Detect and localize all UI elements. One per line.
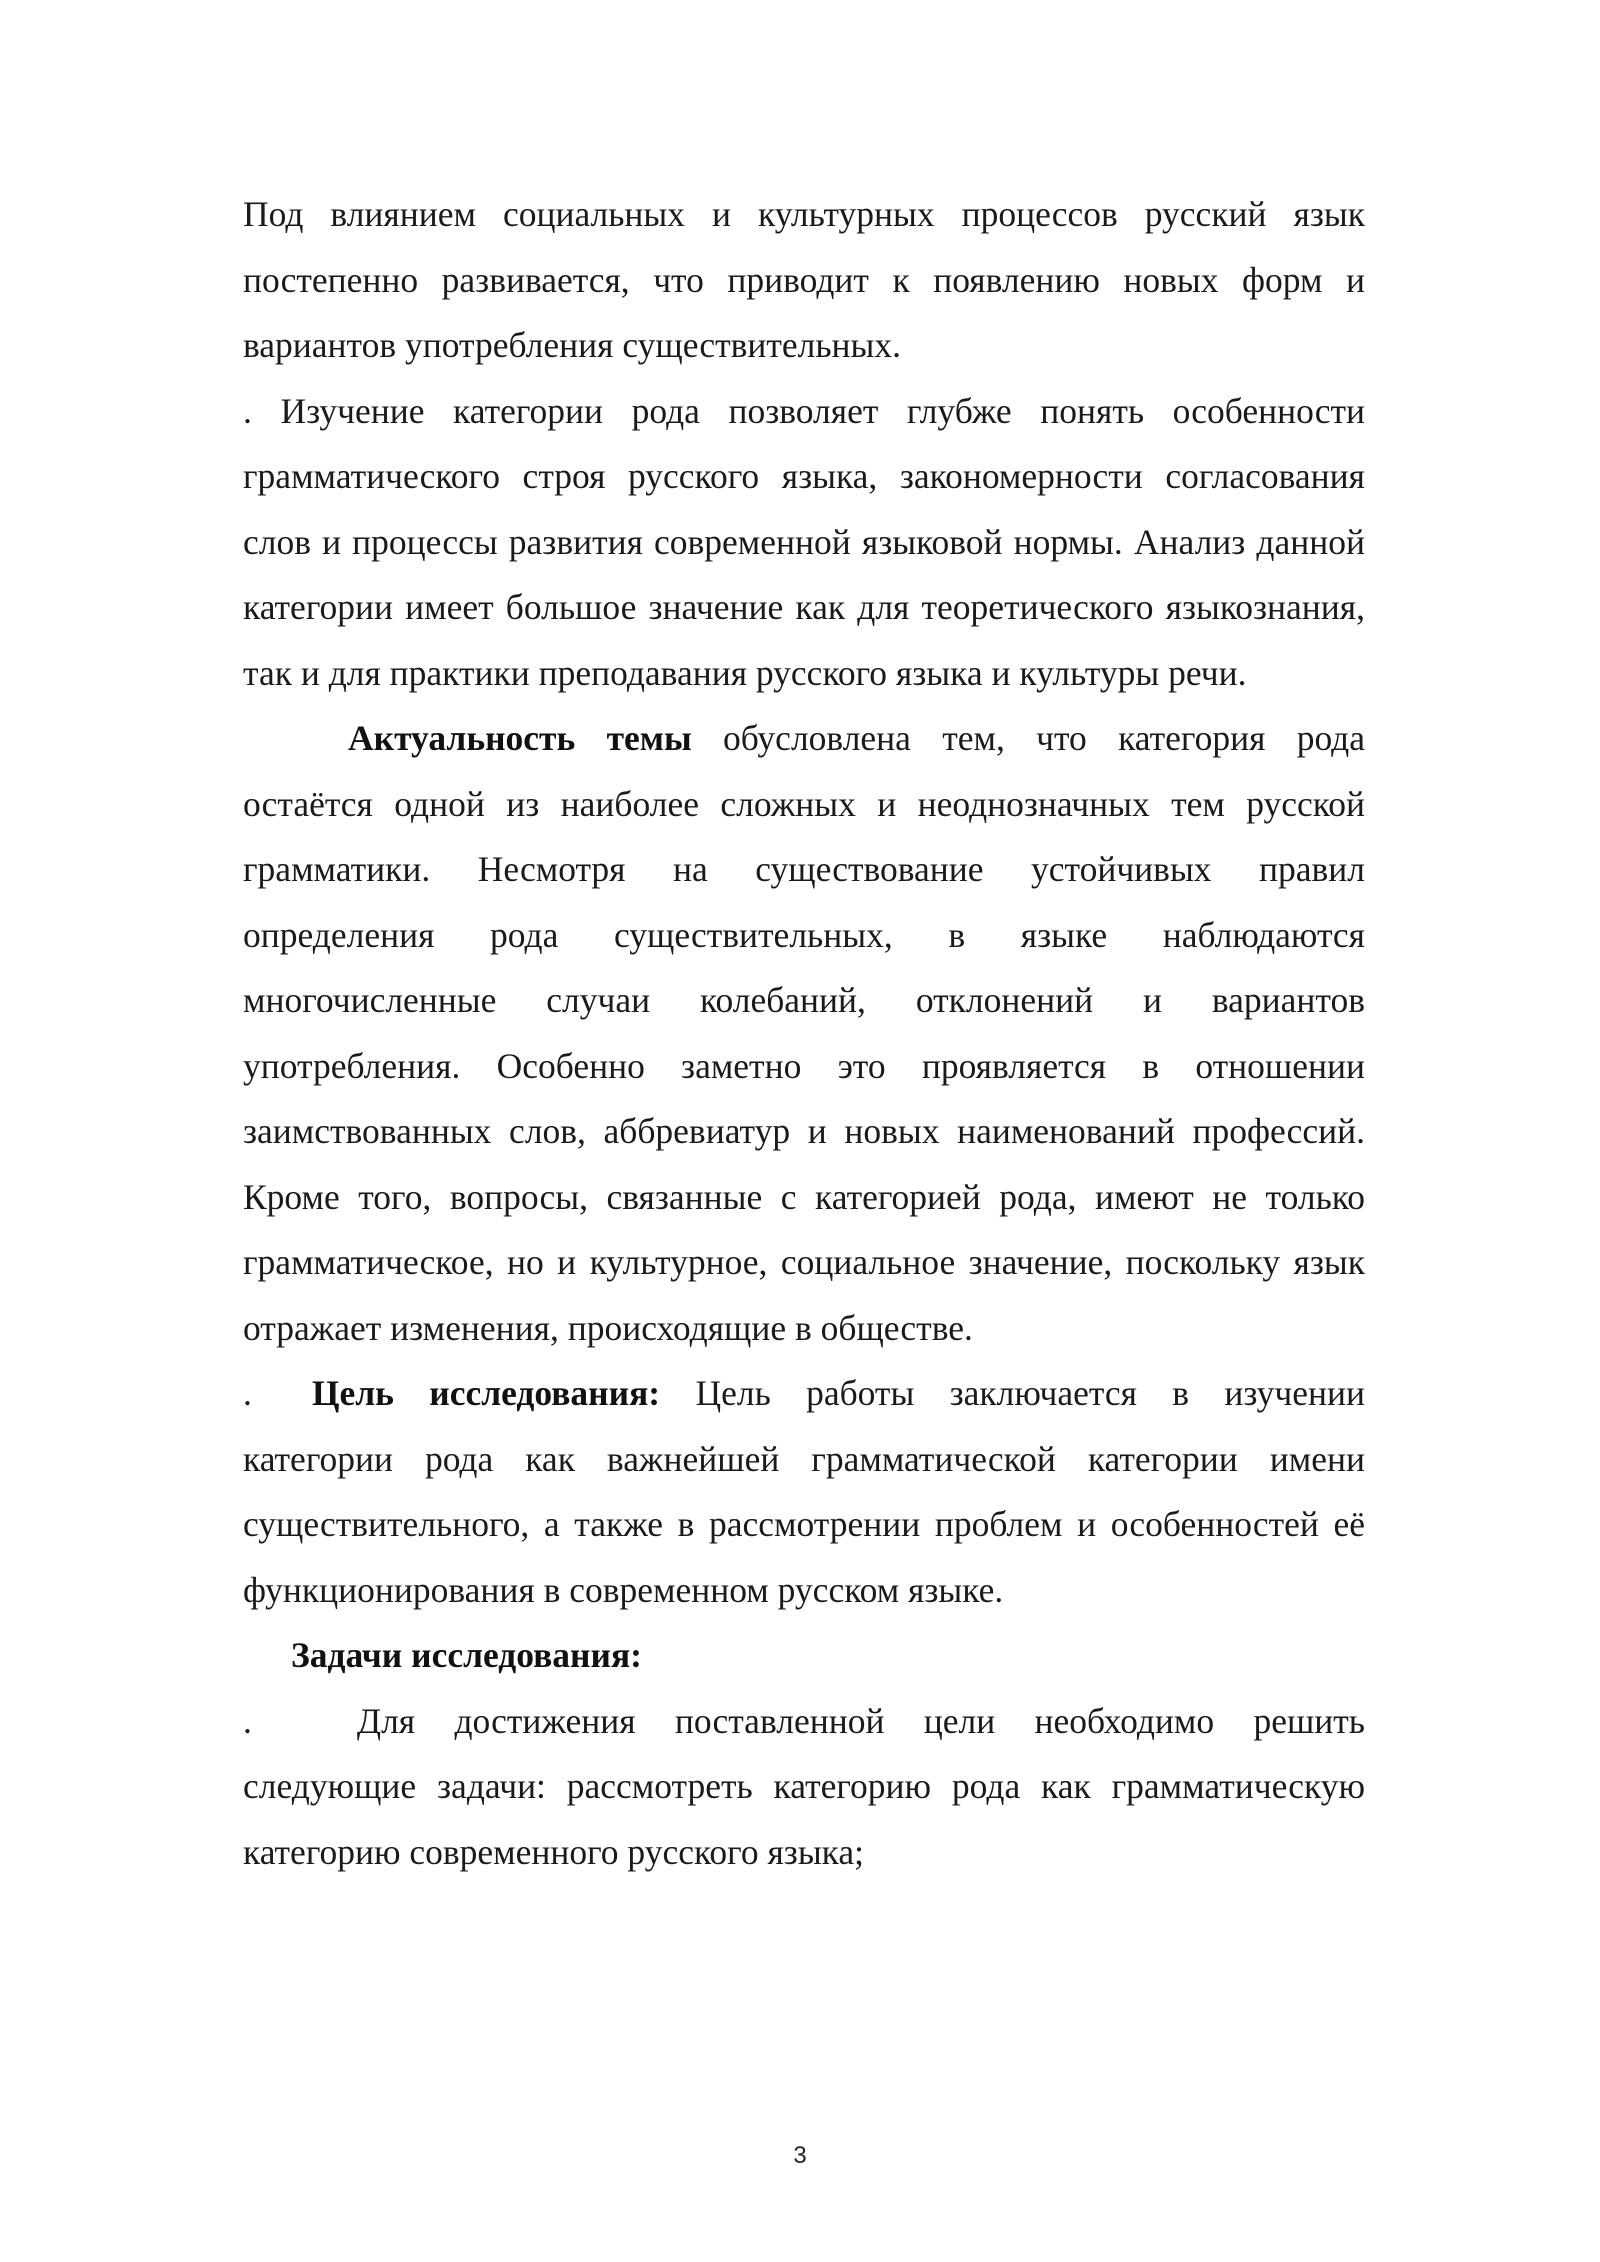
goal-text: Цель работы заключается в изучении категории рода как важнейшей грамматической категории имени существительного, а также в рассмотрении проблем и особенностей её функционирования в современном русском языке. <box>243 1373 1365 1610</box>
relevance-heading: Актуальность темы <box>348 718 692 758</box>
paragraph-intro-text: Под влиянием социальных и культурных процессов русский язык постепенно развивается, что приводит к появлению новых форм и вариантов употребления существительных. <box>243 194 1365 365</box>
paragraph-tasks-heading <box>243 1623 1365 1689</box>
goal-heading: Цель исследования: <box>311 1373 661 1413</box>
tasks-text: Для достижения поставленной цели необходимо решить следующие задачи: рассмотреть категорию рода как грамматическую категорию современного русского языка; <box>243 1700 1365 1872</box>
relevance-text: обусловлена тем, что категория рода остаётся одной из наиболее сложных и неоднозначных тем русской грамматики. Несмотря на существование устойчивых правил определения рода существительных, в языке наблюдаются многочисленные случаи колебаний, отклонений и вариантов употребления. Особенно заметно это проявляется в отношении заимствованных слов, аббревиатур и новых наименований профессий. Кроме того, вопросы, связанные с категорией рода, имеют не только грамматическое, но и культурное, социальное значение, поскольку язык отражает изменения, происходящие в обществе. <box>243 718 1365 1348</box>
tasks-dot: . <box>243 1700 252 1741</box>
paragraph-study-category-text: . Изучение категории рода позволяет глубже понять особенности грамматического строя русского языка, закономерности согласования слов и процессы развития современной языковой нормы. Анализ данной категории имеет большое значение как для теоретического языкознания, так и для практики преподавания русского языка и культуры речи. <box>243 390 1365 693</box>
paragraph-tasks <box>243 1689 1365 1886</box>
tasks-heading: Задачи исследования: <box>291 1635 642 1675</box>
paragraph-study-category <box>243 379 1365 707</box>
paragraph-intro <box>243 182 1365 379</box>
goal-dot: . <box>243 1373 252 1413</box>
paragraph-relevance <box>243 706 1365 1361</box>
paragraph-goal <box>243 1361 1365 1623</box>
document-body <box>243 182 1365 1885</box>
page-number: 3 <box>793 2142 807 2169</box>
